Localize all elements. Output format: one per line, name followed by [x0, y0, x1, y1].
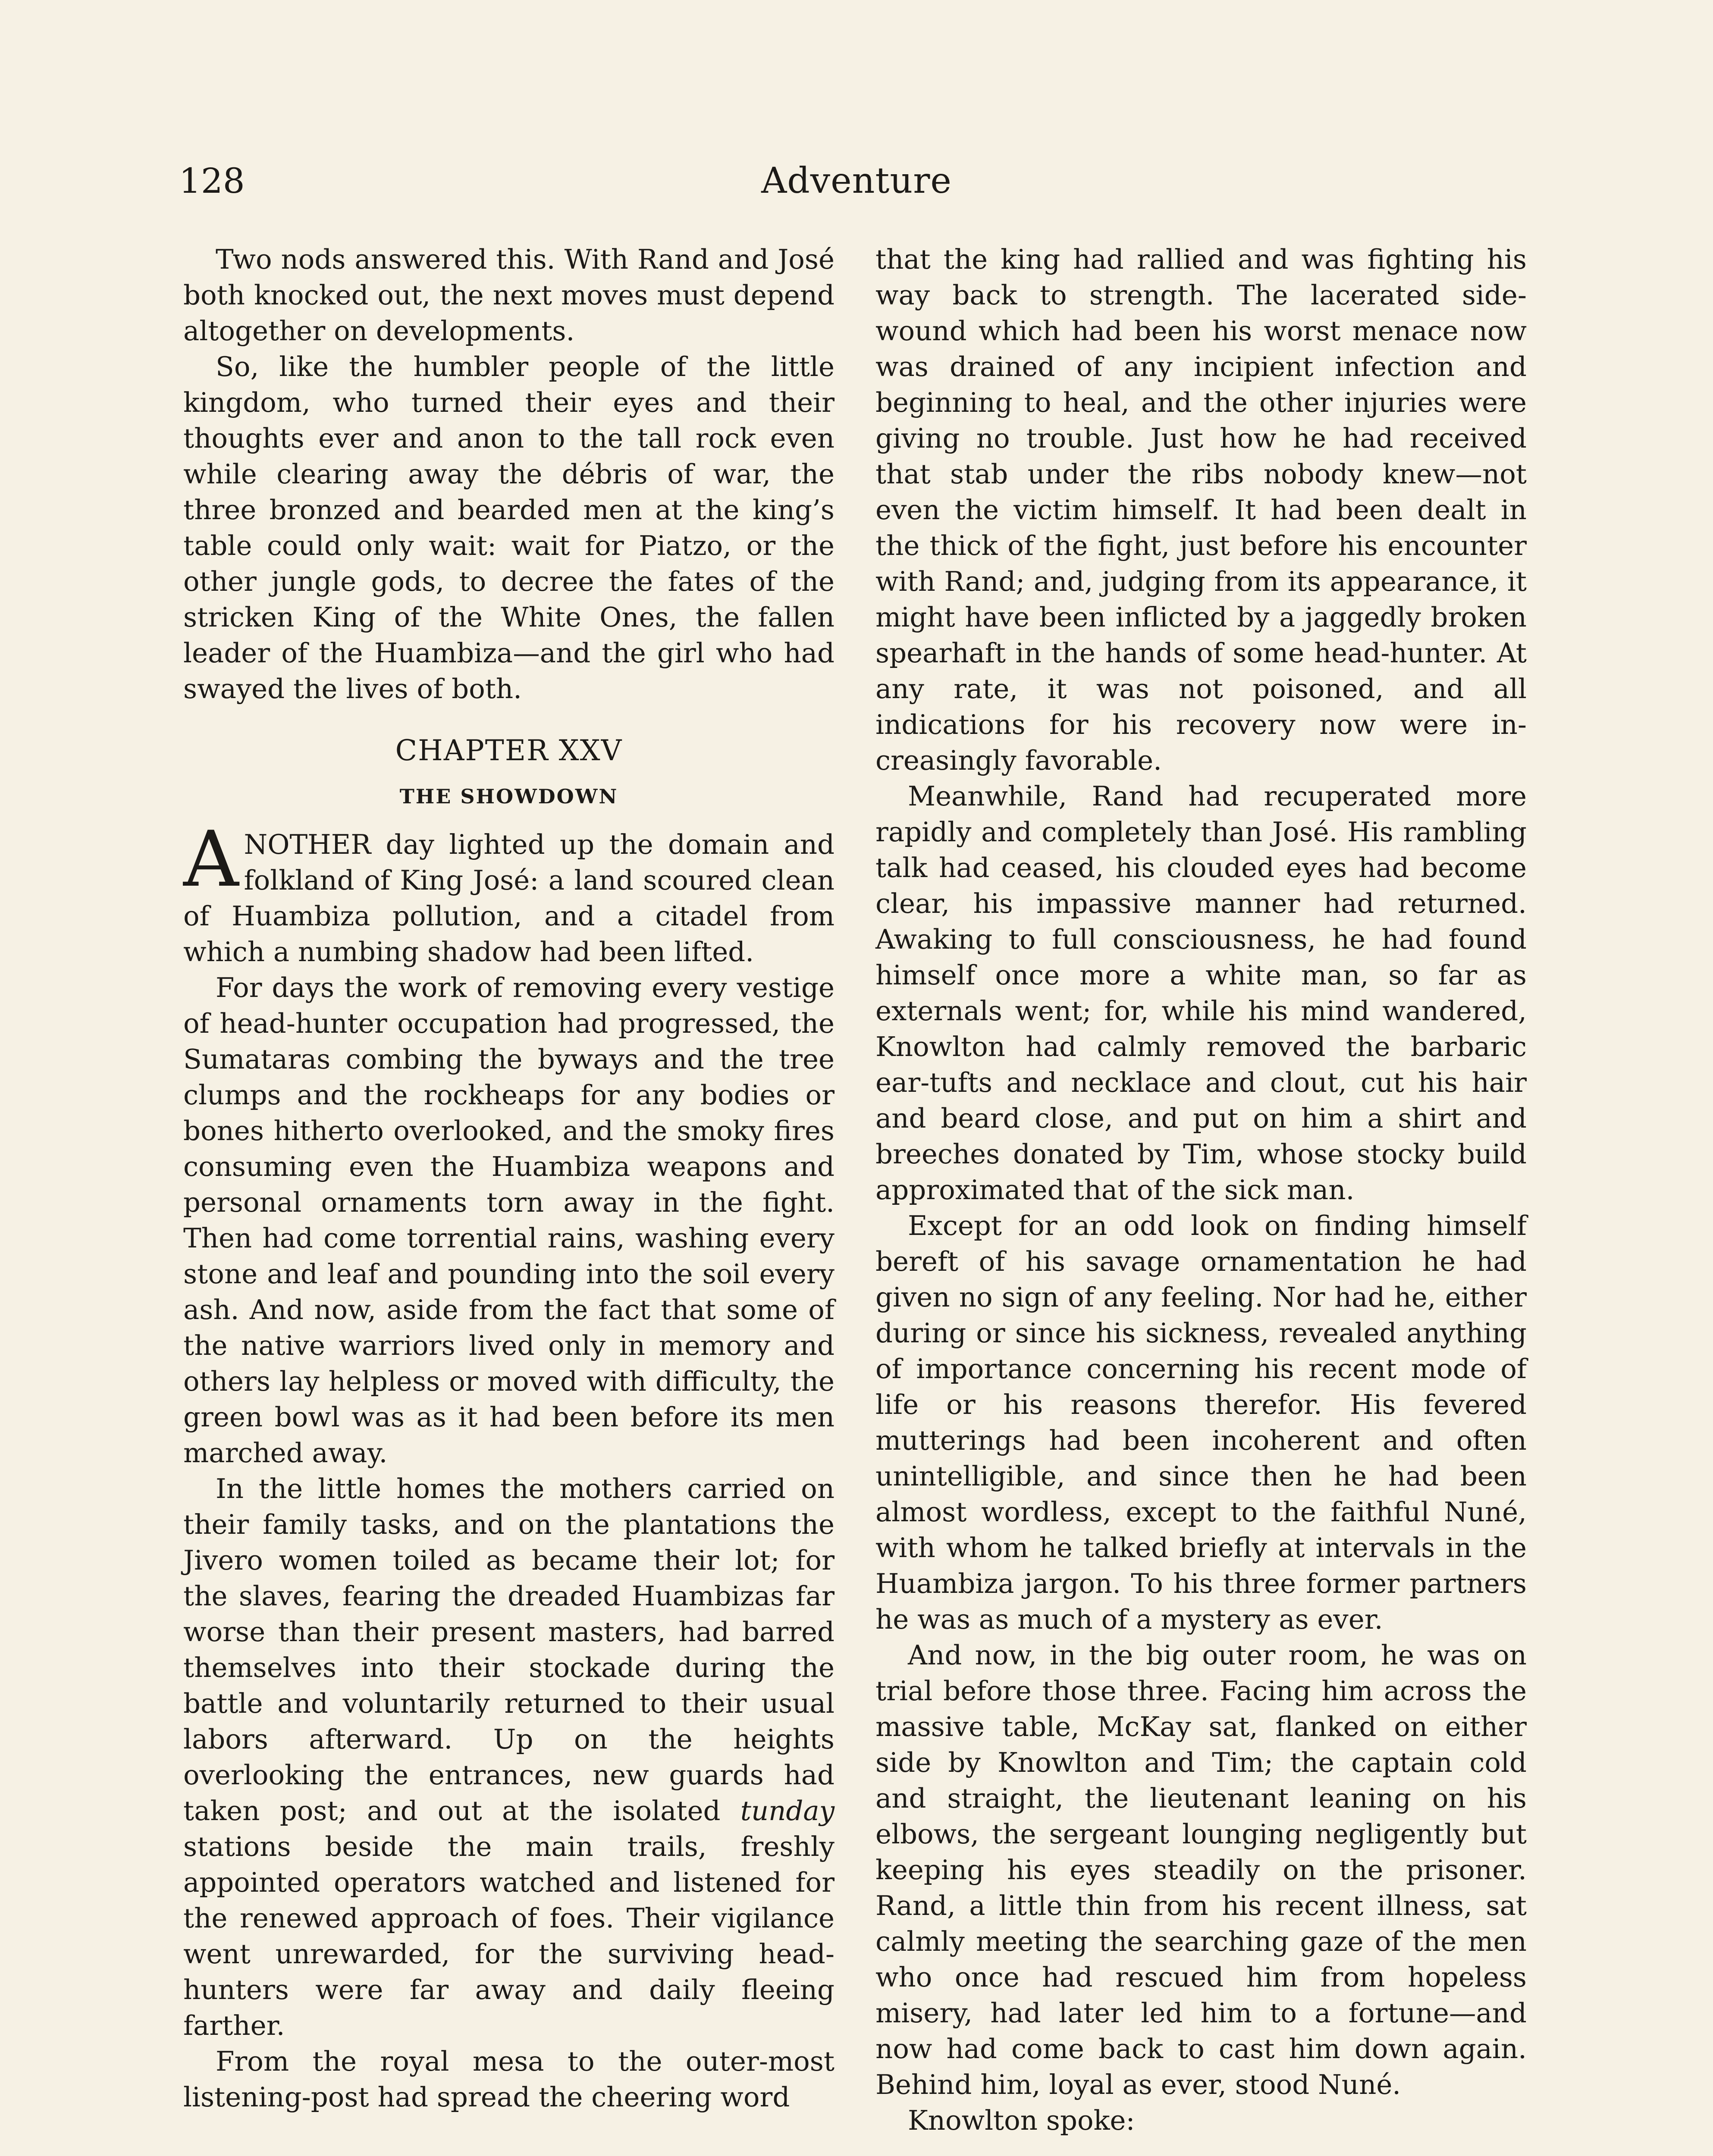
paragraph: For days the work of removing every vestige of head-hunter occupation had progressed, the Sumataras combing the byways and the tree clumps and the rockheaps for any bodies or bones hitherto overlooked, and the smoky fires consuming even the Huambiza weapons and personal ornaments torn away in the fight. Then had come torrential rains, washing every stone and leaf and pounding into the soil every ash. And now, aside from the fact that some of the native warriors lived only in memory and others lay helpless or moved with difficulty, the green bowl was as it had been before its men marched away.: [183, 972, 835, 1469]
paragraph: [183, 1471, 835, 2043]
chapter-subtitle: THE SHOWDOWN: [399, 785, 618, 808]
page-header: [0, 155, 1713, 207]
italic-word: tunday: [740, 1795, 835, 1827]
paragraph: So, like the humbler people of the little kingdom, who turned their eyes and their thoughts ever and anon to the tall rock even while clearing away the débris of war, the three bronzed and bearded men at the king’s table could only wait: wait for Piatzo, or the other jungle gods, to decree the fates of the stricken King of the White Ones, the fallen leader of the Huambiza—and the girl who had swayed the lives of both.: [183, 351, 835, 705]
paragraph-text: In the little homes the mothers carried on their family tasks, and on the plantations the Jivero women toiled as became their lot; for the slaves, fearing the dreaded Huambizas far worse than their present masters, had barred themselves into their stockade during the battle and voluntarily returned to their usual labors afterward. Up on the heights overlooking the entrances, new guards had taken post; and out at the isolated: [183, 1473, 835, 1827]
paragraph: Except for an odd look on finding himself bereft of his savage ornamentation he had given no sign of any feeling. Nor had he, either during or since his sickness, revealed anything of importance concerning his recent mode of life or his reasons therefor. His fevered mutterings had been incoherent and often unintelligible, and since then he had been almost wordless, except to the faithful Nuné, with whom he talked briefly at intervals in the Huambiza jargon. To his three former partners he was as much of a mystery as ever.: [875, 1210, 1527, 1635]
opening-paragraph-text: NOTHER day lighted up the domain and folkland of King José: a land scoured clean of Huambiza pollution, and a citadel from which a numbing shadow had been lifted.: [183, 829, 835, 968]
chapter-title: CHAPTER XXV: [395, 734, 623, 767]
right-column: [875, 241, 1527, 2138]
paragraph: Meanwhile, Rand had recuperated more rapidly and completely than José. His rambling talk had ceased, his clouded eyes had become clear, his impassive manner had returned. Awaking to full consciousness, he had found himself once more a white man, so far as externals went; for, while his mind wandered, Knowlton had calmly removed the barbaric ear-tufts and necklace and clout, cut his hair and beard close, and put on him a shirt and breeches donated by Tim, whose stocky build approximated that of the sick man.: [875, 780, 1527, 1206]
paragraph: that the king had rallied and was fighting his way back to strength. The lacerated side-wound which had been his worst menace now was drained of any incipient infection and beginning to heal, and the other injuries were giving no trouble. Just how he had received that stab under the ribs nobody knew—not even the victim himself. It had been dealt in the thick of the fight, just before his encounter with Rand; and, judging from its appearance, it might have been inflicted by a jaggedly broken spearhaft in the hands of some head-hunter. At any rate, it was not poisoned, and all indications for his recovery now were increasingly favorable.: [875, 244, 1527, 776]
paragraph: Knowlton spoke:: [908, 2105, 1135, 2136]
opening-paragraph: [183, 815, 835, 970]
page-number: 128: [179, 161, 245, 201]
paragraph: And now, in the big outer room, he was on trial before those three. Facing him across the massive table, McKay sat, flanked on either side by Knowlton and Tim; the captain cold and straight, the lieutenant leaning on his elbows, the sergeant lounging negligently but keeping his eyes steadily on the prisoner. Rand, a little thin from his recent illness, sat calmly meeting the searching gaze of the men who once had rescued him from hopeless misery, had later led him to a fortune—and now had come back to cast him down again. Behind him, loyal as ever, stood Nuné.: [875, 1639, 1527, 2100]
running-title: Adventure: [761, 160, 952, 201]
paragraph: Two nods answered this. With Rand and José both knocked out, the next moves must depend altogether on developments.: [183, 244, 835, 347]
paragraph: From the royal mesa to the outer-most listening-post had spread the cheering word: [183, 2046, 835, 2113]
drop-cap: A: [183, 815, 239, 904]
left-column: [183, 241, 835, 2115]
paragraph-text: stations beside the main trails, freshly appointed operators watched and listened for the renewed approach of foes. Their vigilance went unrewarded, for the surviving head-hunters were far away and daily fleeing farther.: [183, 1831, 835, 2041]
